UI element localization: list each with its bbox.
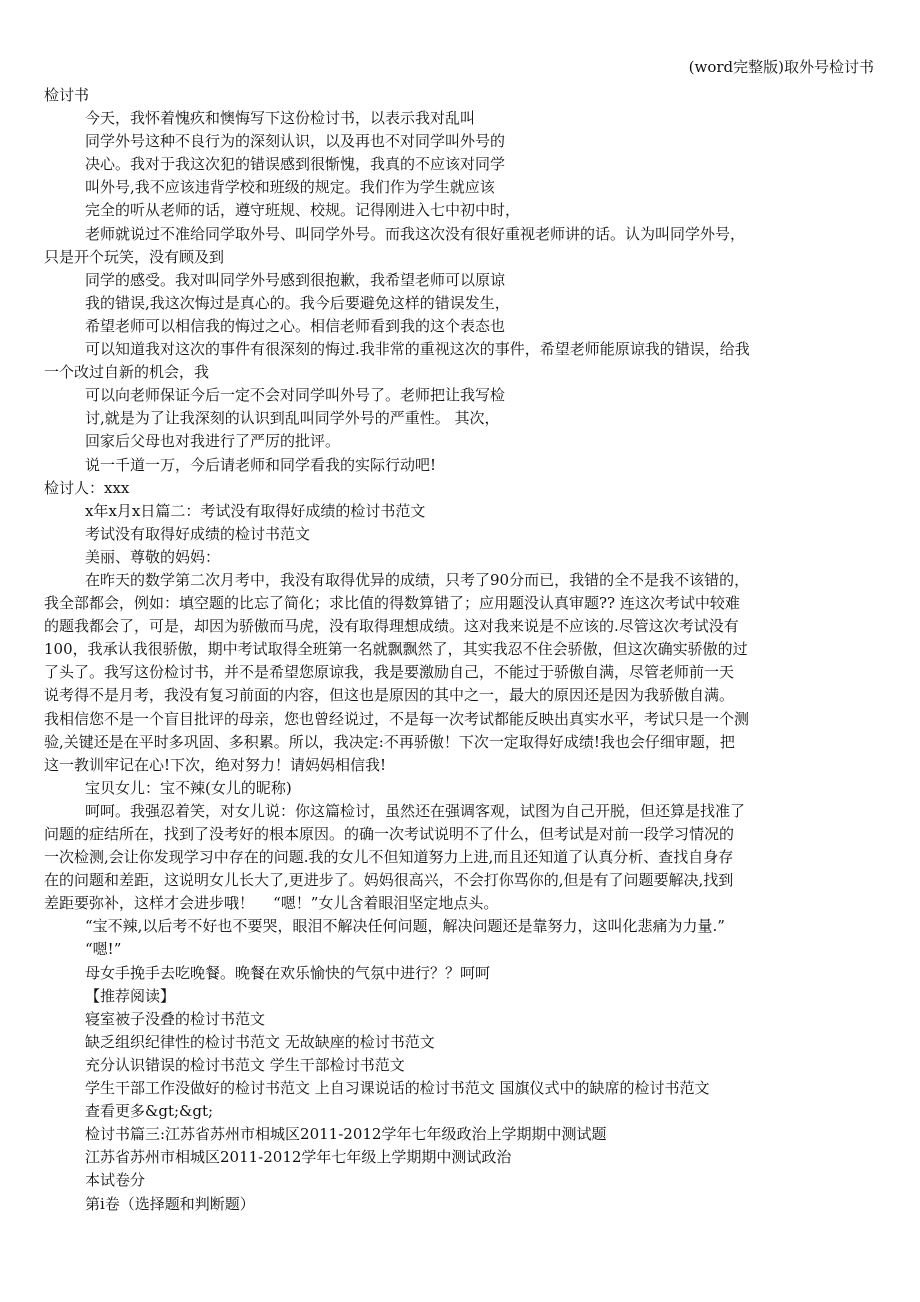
text-line: 学生干部工作没做好的检讨书范文 上自习课说话的检讨书范文 国旗仪式中的缺席的检讨书范文	[85, 1079, 710, 1098]
text-line: 第ⅰ卷（选择题和判断题）	[85, 1194, 255, 1213]
text-line: 考试没有取得好成绩的检讨书范文	[85, 524, 311, 543]
text-line: 【推荐阅读】	[85, 986, 176, 1005]
text-line: 这一教训牢记在心!下次，绝对努力！请妈妈相信我!	[44, 755, 387, 774]
text-line: 叫外号,我不应该违背学校和班级的规定。我们作为学生就应该	[85, 178, 495, 197]
text-line: 可以向老师保证今后一定不会对同学叫外号了。老师把让我写检	[85, 386, 506, 405]
text-line: 说一千道一万，今后请老师和同学看我的实际行动吧!	[85, 455, 437, 474]
text-line: x年x月x日篇二：考试没有取得好成绩的检讨书范文	[85, 501, 426, 520]
text-line: 同学外号这种不良行为的深刻认识，以及再也不对同学叫外号的	[85, 132, 506, 151]
text-line: 验,关键还是在平时多巩固、多积累。所以，我决定:不再骄傲！下次一定取得好成绩!我也会仔细审题，把	[44, 732, 735, 751]
text-line: 充分认识错误的检讨书范文 学生干部检讨书范文	[85, 1055, 405, 1074]
text-line: 我的错误,我这次悔过是真心的。我今后要避免这样的错误发生，	[85, 293, 510, 312]
text-line: 江苏省苏州市相城区2011-2012学年七年级上学期期中测试政治	[85, 1148, 512, 1167]
text-line: 我相信您不是一个盲目批评的母亲，您也曾经说过，不是每一次考试都能反映出真实水平，考试只是一个测	[44, 709, 750, 728]
text-line: 呵呵。我强忍着笑，对女儿说：你这篇检讨，虽然还在强调客观，试图为自己开脱，但还算是找准了	[85, 801, 746, 820]
text-line: 查看更多&gt;&gt;	[85, 1102, 214, 1121]
text-line: 希望老师可以相信我的悔过之心。相信老师看到我的这个表态也	[85, 316, 506, 335]
text-line: 同学的感受。我对叫同学外号感到很抱歉，我希望老师可以原谅	[85, 270, 506, 289]
text-line: 寝室被子没叠的检讨书范文	[85, 1009, 266, 1028]
text-line: 了头了。我写这份检讨书，并不是希望您原谅我，我是要激励自己，不能过于骄傲自满，尽管老师前一天	[44, 663, 735, 682]
text-line: 完全的听从老师的话，遵守班规、校规。记得刚进入七中初中时，	[85, 201, 521, 220]
text-line: 我全部都会，例如：填空题的比忘了简化；求比值的得数算错了；应用题没认真审题?? 连这次考试中较难	[44, 594, 740, 613]
text-line: 说考得不是月考，我没有复习前面的内容，但这也是原因的其中之一，最大的原因还是因为我骄傲自满。	[44, 686, 735, 705]
text-line: 问题的症结所在，找到了没考好的根本原因。的确一次考试说明不了什么，但考试是对前一段学习情况的	[44, 825, 735, 843]
text-line: “嗯!”	[85, 940, 122, 959]
text-line: 缺乏组织纪律性的检讨书范文 无故缺座的检讨书范文	[85, 1032, 435, 1051]
text-line: 本试卷分	[85, 1171, 146, 1190]
text-line: 的题我都会了，可是，却因为骄傲而马虎，没有取得理想成绩。这对我来说是不应该的.尽管这次考试没有	[44, 617, 739, 636]
text-line: 在的问题和差距，这说明女儿长大了,更进步了。妈妈很高兴，不会打你骂你的,但是有了问题要解决,找到	[44, 871, 734, 890]
text-line: 可以知道我对这次的事件有很深刻的悔过.我非常的重视这次的事件，希望老师能原谅我的错误，给我	[85, 340, 750, 359]
document-body	[44, 84, 878, 1216]
text-line: 母女手挽手去吃晚餐。晚餐在欢乐愉快的气氛中进行？？呵呵	[85, 963, 491, 982]
text-line: 美丽、尊敬的妈妈：	[85, 547, 221, 566]
text-line: 检讨人：xxx	[44, 478, 130, 497]
text-line: 一次检测,会让你发现学习中存在的问题.我的女儿不但知道努力上进,而且还知道了认真分析、查找自身存	[44, 848, 734, 867]
text-line: 检讨书	[44, 86, 90, 104]
text-line: 讨,就是为了让我深刻的认识到乱叫同学外号的严重性。 其次，	[85, 409, 500, 428]
text-line: 在昨天的数学第二次月考中，我没有取得优异的成绩，只考了90分而已，我错的全不是我不该错的，	[85, 570, 750, 589]
text-line: 检讨书篇三:江苏省苏州市相城区2011-2012学年七年级政治上学期期中测试题	[85, 1125, 607, 1144]
text-line: 100，我承认我很骄傲，期中考试取得全班第一名就飘飘然了，其实我忍不住会骄傲，但这次确实骄傲的过	[44, 640, 748, 659]
text-line: 今天，我怀着愧疚和懊悔写下这份检讨书，以表示我对乱叫	[85, 109, 476, 128]
text-line: 回家后父母也对我进行了严厉的批评。	[85, 432, 341, 451]
text-line: 只是开个玩笑，没有顾及到	[44, 247, 225, 266]
text-line: “宝不辣,以后考不好也不要哭，眼泪不解决任何问题，解决问题还是靠努力，这叫化悲痛为力量.”	[85, 917, 725, 936]
text-line: 老师就说过不准给同学取外号、叫同学外号。而我这次没有很好重视老师讲的话。认为叫同学外号，	[85, 224, 746, 243]
text-line: 宝贝女儿：宝不辣(女儿的昵称)	[85, 778, 292, 797]
text-line: 差距要弥补，这样才会进步哦！ “嗯！”女儿含着眼泪坚定地点头。	[44, 894, 499, 913]
page-header: (word完整版)取外号检讨书	[688, 58, 874, 76]
text-line: 决心。我对于我这次犯的错误感到很惭愧，我真的不应该对同学	[85, 155, 506, 174]
text-line: 一个改过自新的机会，我	[44, 363, 210, 382]
